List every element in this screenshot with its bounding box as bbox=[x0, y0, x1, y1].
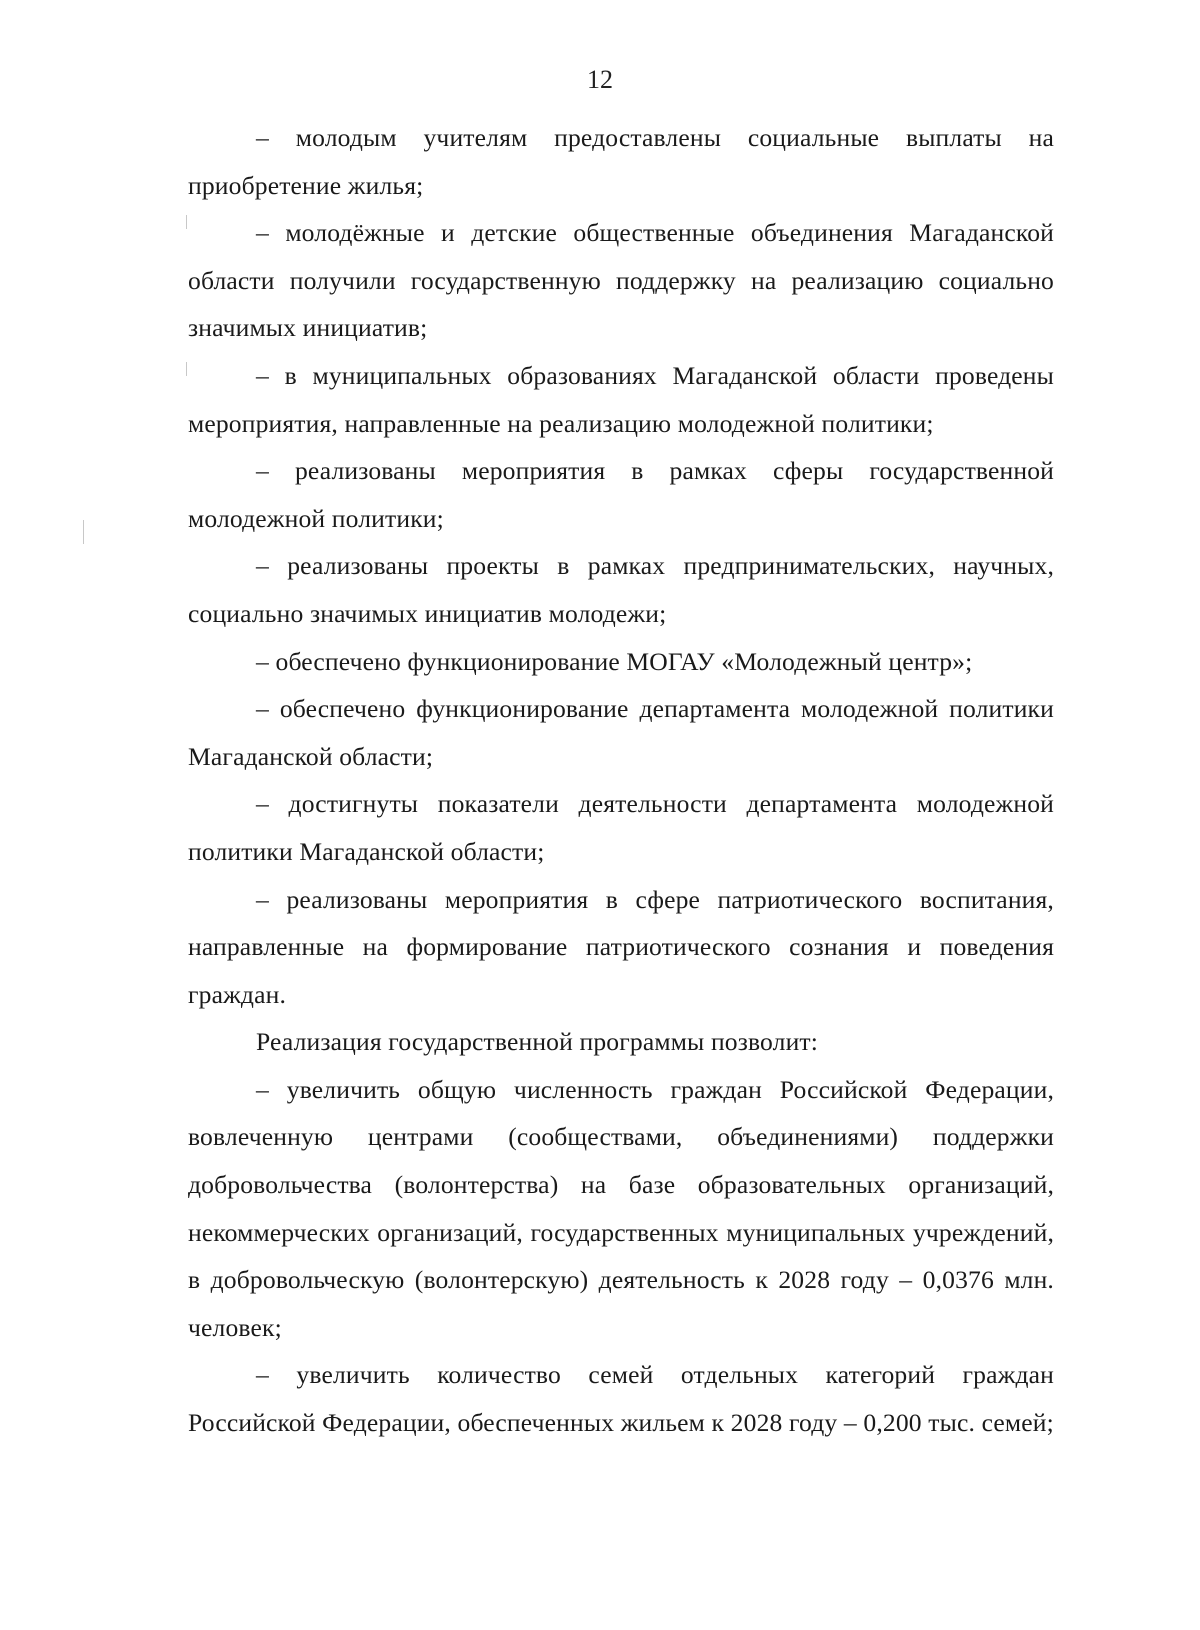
scan-artifact-line bbox=[186, 362, 187, 376]
scan-artifact-line bbox=[83, 520, 84, 544]
page-number: 12 bbox=[587, 65, 613, 94]
list-item-patriotic-education: – реализованы мероприятия в сфере патриотического воспитания, направленные на формирование патриотического сознания и поведения граждан. bbox=[188, 884, 1054, 1009]
list-item-youth-policy-events: – реализованы мероприятия в рамках сферы государственной молодежной политики; bbox=[188, 456, 1054, 533]
scan-artifact-line bbox=[186, 215, 187, 229]
list-item-housing-families: – увеличить количество семей отдельных категорий граждан Российской Федерации, обеспеченных жильем к 2028 году – 0,200 тыс. семей; bbox=[188, 1360, 1054, 1438]
program-outcomes-intro: Реализация государственной программы позволит: bbox=[256, 1027, 819, 1057]
list-item-department-operation: – обеспечено функционирование департамента молодежной политики Магаданской области; bbox=[188, 694, 1054, 771]
list-item-department-indicators: – достигнуты показатели деятельности департамента молодежной политики Магаданской области; bbox=[188, 789, 1054, 866]
list-item-youth-associations-support: – молодёжные и детские общественные объединения Магаданской области получили государственную поддержку на реализацию социально значимых инициатив; bbox=[188, 218, 1054, 343]
document-body bbox=[188, 114, 1054, 1447]
list-item-youth-center-operation: – обеспечено функционирование МОГАУ «Молодежный центр»; bbox=[256, 646, 973, 676]
list-item-teacher-payments: – молодым учителям предоставлены социальные выплаты на приобретение жилья; bbox=[188, 123, 1054, 200]
list-item-municipal-events: – в муниципальных образованиях Магаданской области проведены мероприятия, направленные на реализацию молодежной политики; bbox=[188, 360, 1054, 438]
list-item-volunteer-count: – увеличить общую численность граждан Российской Федерации, вовлеченную центрами (сообществами, объединениями) поддержки добровольчества (волонтерства) на базе образовательных организаций, некоммерческих организаций, государственных муниципальных учреждений, в добровольческую (волонтерскую) деятельность к 2028 году – 0,0376 млн. человек; bbox=[188, 1074, 1054, 1342]
list-item-youth-projects: – реализованы проекты в рамках предпринимательских, научных, социально значимых инициатив молодежи; bbox=[188, 551, 1054, 628]
